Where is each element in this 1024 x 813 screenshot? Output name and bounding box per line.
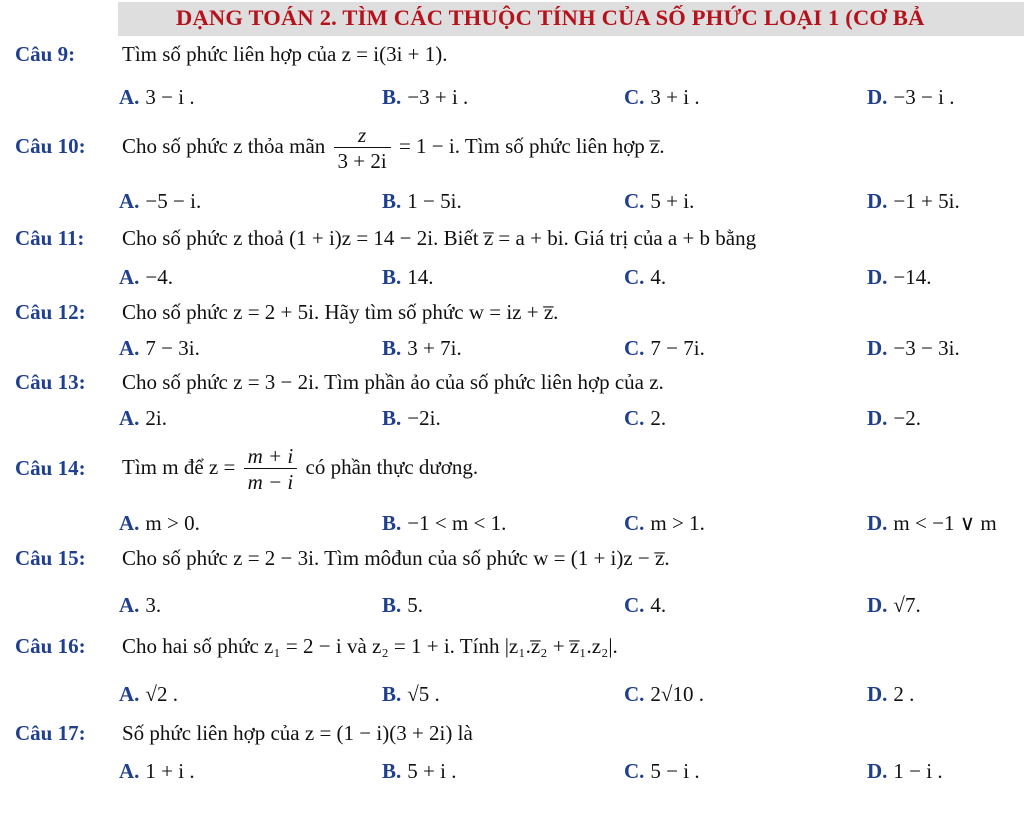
option-b[interactable]: B. −2i. [382, 406, 441, 430]
question-label: Câu 11: [15, 226, 85, 250]
question-text: Cho hai số phức z₁ = 2 − i và z₂ = 1 + i. Tính |z₁.z̅₂ + z̅₁.z₂|. [122, 634, 618, 658]
question-text: Số phức liên hợp của z = (1 − i)(3 + 2i) là [122, 721, 473, 745]
option-a[interactable]: A. −4. [119, 265, 174, 289]
option-c[interactable]: C. 7 − 7i. [624, 336, 705, 360]
section-header-banner [118, 2, 1024, 36]
option-a[interactable]: A. √2 . [119, 682, 178, 706]
option-d[interactable]: D. √7. [867, 593, 921, 617]
option-b[interactable]: B. 5 + i . [382, 759, 457, 783]
question-text: Cho số phức z thỏa mãn $\frac{z}{3 + 2i}$ = 1 − i. Tìm số phức liên hợp z̅. [122, 122, 665, 173]
option-c[interactable]: C. 4. [624, 593, 667, 617]
question-text: Cho số phức z = 2 + 5i. Hãy tìm số phức w = iz + z̅. [122, 300, 559, 324]
option-d[interactable]: D. m < −1 ∨ m [867, 511, 997, 535]
fraction: $\frac{m + i}{m - i}$ [244, 444, 298, 495]
option-d[interactable]: D. −1 + 5i. [867, 189, 960, 213]
option-a[interactable]: A. 3 − i . [119, 85, 195, 109]
option-d[interactable]: D. −3 − 3i. [867, 336, 960, 360]
question-text: Tìm m để z = $\frac{m + i}{m - i}$ có phần thực dương. [122, 443, 479, 494]
option-c[interactable]: C. 4. [624, 265, 667, 289]
option-d[interactable]: D. 1 − i . [867, 759, 943, 783]
question-label: Câu 14: [15, 456, 86, 480]
option-c[interactable]: C. 3 + i . [624, 85, 700, 109]
question-label: Câu 15: [15, 546, 86, 570]
option-c[interactable]: C. 2√10 . [624, 682, 704, 706]
option-a[interactable]: A. 1 + i . [119, 759, 195, 783]
option-d[interactable]: D. 2 . [867, 682, 915, 706]
option-c[interactable]: C. m > 1. [624, 511, 705, 535]
question-text: Cho số phức z = 2 − 3i. Tìm môđun của số phức w = (1 + i)z − z̅. [122, 546, 670, 570]
option-d[interactable]: D. −14. [867, 265, 932, 289]
question-label: Câu 12: [15, 300, 86, 324]
section-title: DẠNG TOÁN 2. TÌM CÁC THUỘC TÍNH CỦA SỐ PHỨC LOẠI 1 (CƠ BẢ [176, 5, 925, 30]
question-label: Câu 13: [15, 370, 86, 394]
option-b[interactable]: B. 3 + 7i. [382, 336, 462, 360]
option-b[interactable]: B. √5 . [382, 682, 440, 706]
question-label: Câu 16: [15, 634, 86, 658]
option-c[interactable]: C. 5 + i. [624, 189, 695, 213]
option-d[interactable]: D. −2. [867, 406, 922, 430]
option-b[interactable]: B. −1 < m < 1. [382, 511, 507, 535]
option-a[interactable]: A. −5 − i. [119, 189, 202, 213]
option-a[interactable]: A. 3. [119, 593, 162, 617]
option-b[interactable]: B. 14. [382, 265, 434, 289]
question-label: Câu 10: [15, 134, 86, 158]
question-label: Câu 9: [15, 42, 76, 66]
fraction: $\frac{z}{3 + 2i}$ [334, 123, 391, 174]
option-a[interactable]: A. 7 − 3i. [119, 336, 200, 360]
option-c[interactable]: C. 2. [624, 406, 667, 430]
question-text: Cho số phức z = 3 − 2i. Tìm phần ảo của số phức liên hợp của z. [122, 370, 664, 394]
option-a[interactable]: A. 2i. [119, 406, 168, 430]
option-b[interactable]: B. 1 − 5i. [382, 189, 462, 213]
question-text: Tìm số phức liên hợp của z = i(3i + 1). [122, 42, 448, 66]
option-b[interactable]: B. 5. [382, 593, 424, 617]
question-text: Cho số phức z thoả (1 + i)z = 14 − 2i. Biết z̅ = a + bi. Giá trị của a + b bằng [122, 226, 757, 250]
question-label: Câu 17: [15, 721, 86, 745]
option-a[interactable]: A. m > 0. [119, 511, 200, 535]
option-d[interactable]: D. −3 − i . [867, 85, 955, 109]
option-b[interactable]: B. −3 + i . [382, 85, 469, 109]
option-c[interactable]: C. 5 − i . [624, 759, 700, 783]
